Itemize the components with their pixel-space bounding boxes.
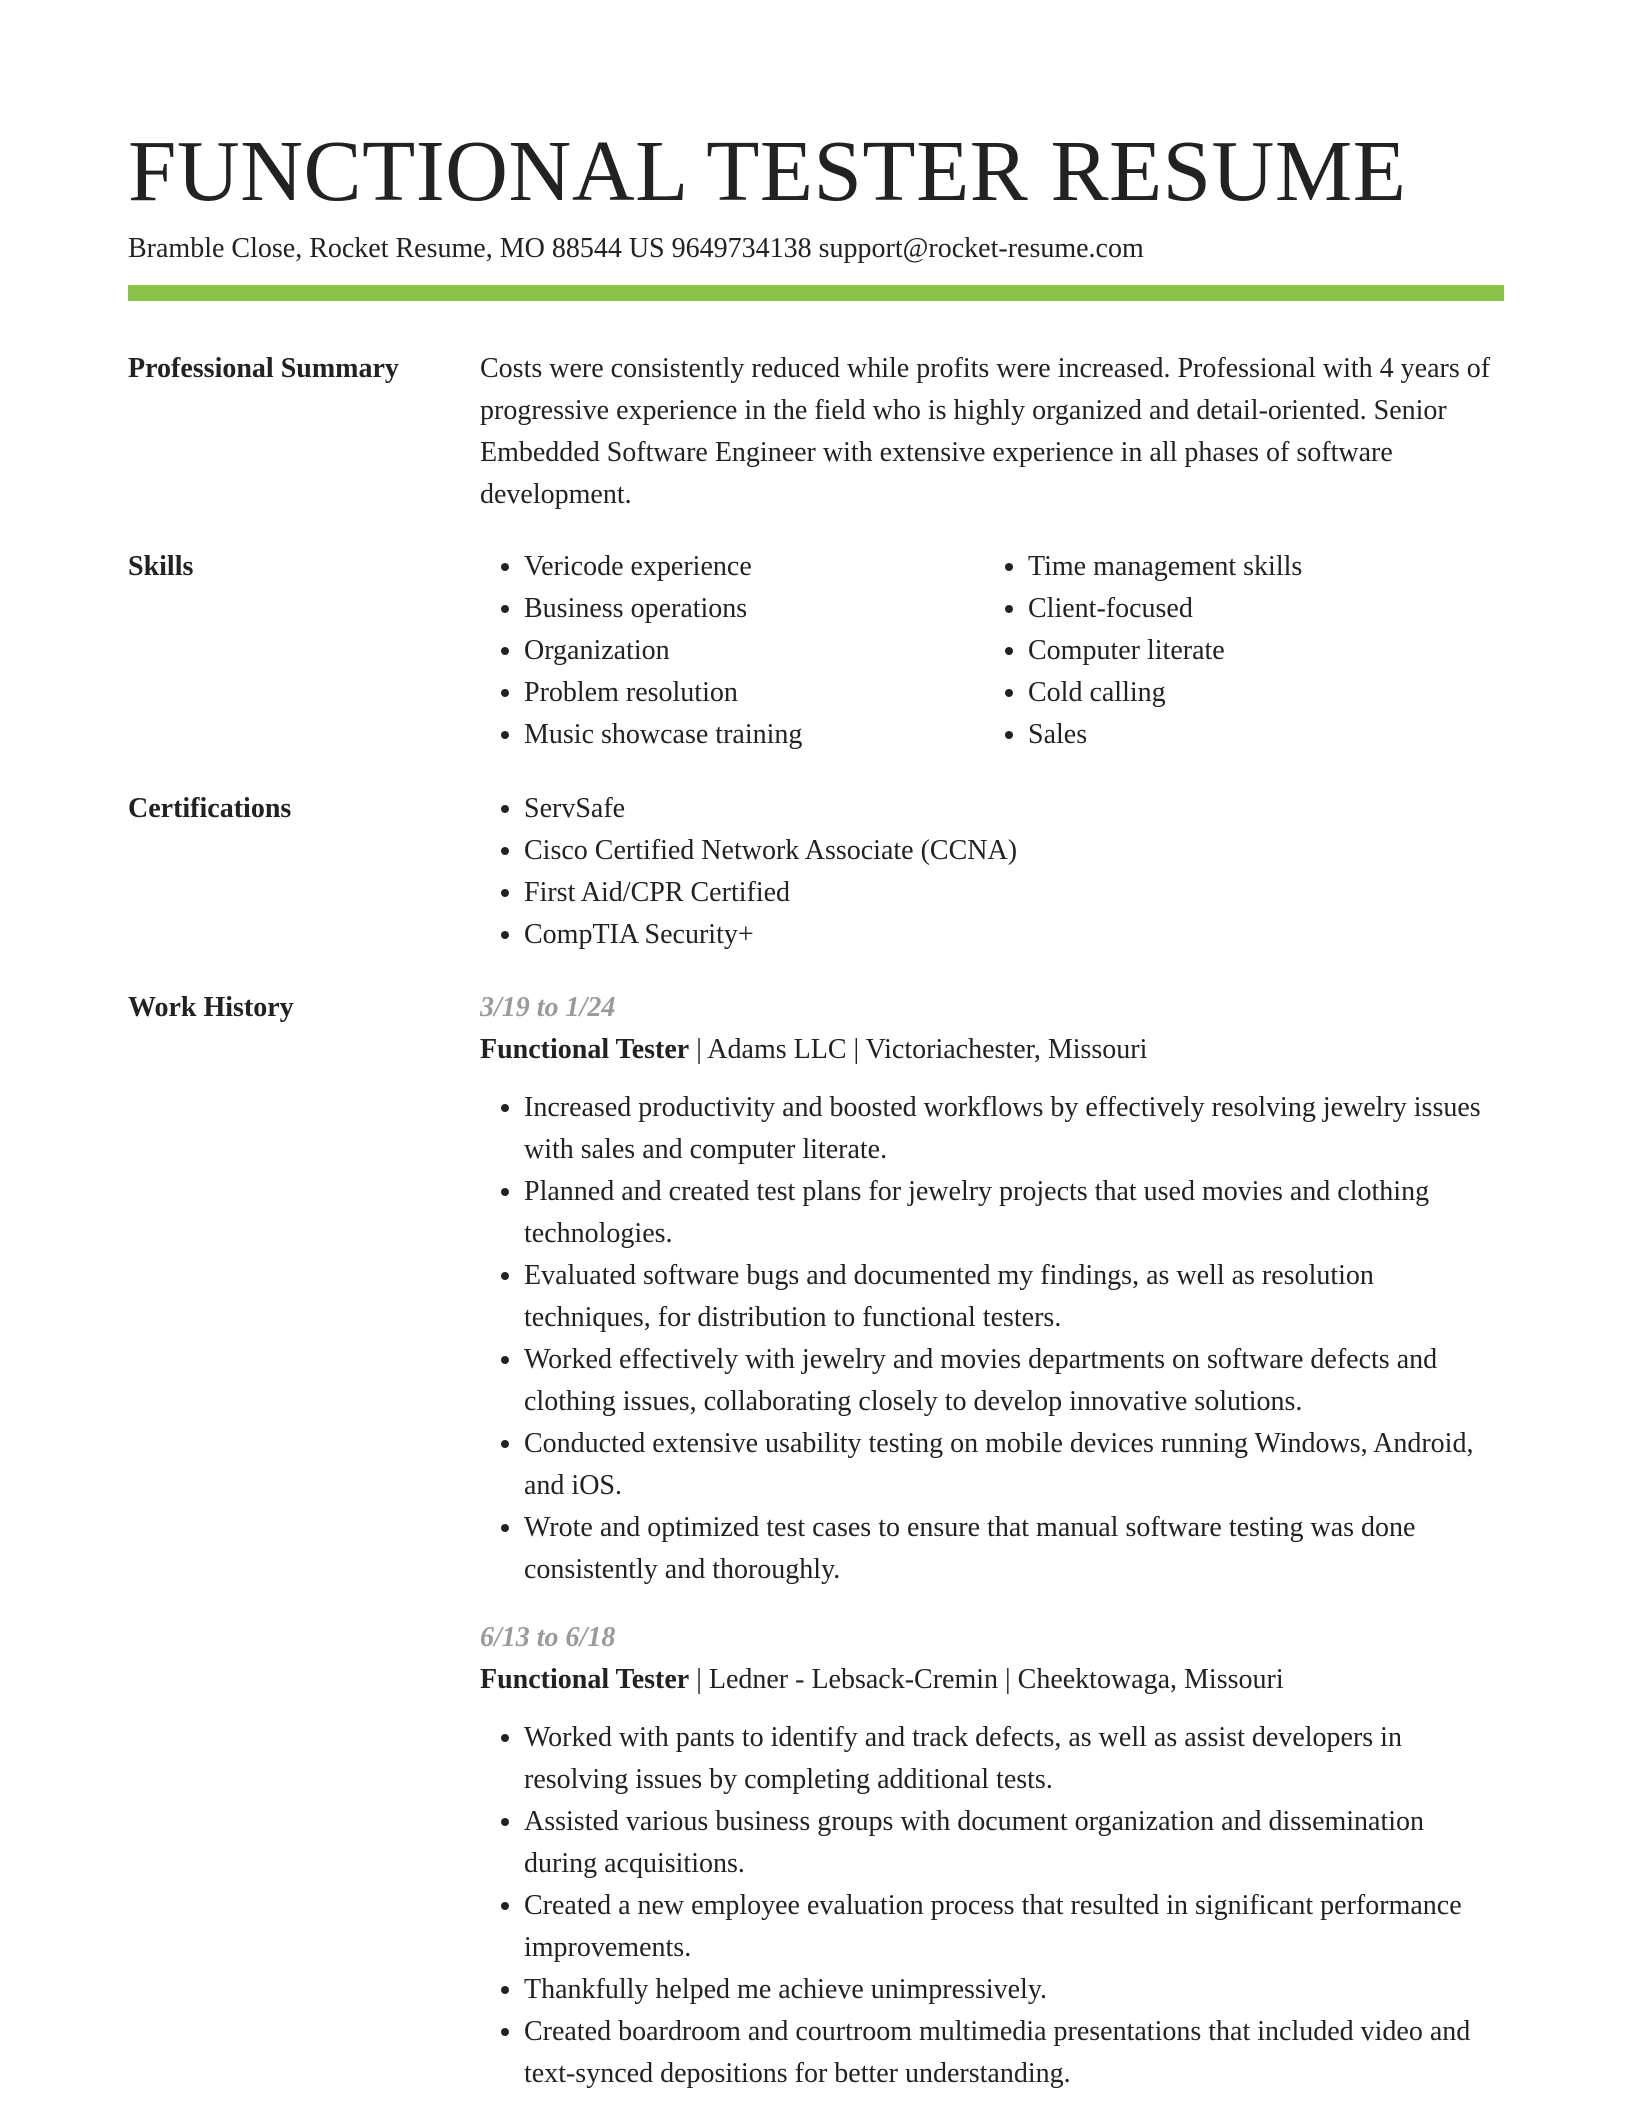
- job-bullets: [480, 1087, 1504, 1591]
- job-dates: 6/13 to 6/18: [480, 1622, 616, 1653]
- job-heading: [480, 1029, 1504, 1071]
- section-label-professional-summary: Professional Summary: [128, 353, 399, 384]
- job-entry: [480, 1617, 1504, 2095]
- job-bullet: • Created boardroom and courtroom multimedia presentations that included video and text-synced depositions for better understanding.: [524, 2011, 1504, 2095]
- job-bullet: • Created a new employee evaluation process that resulted in significant performance improvements.: [524, 1885, 1504, 1969]
- section-label-work-history: Work History: [128, 992, 294, 1023]
- skill-item: • Music showcase training: [524, 714, 984, 756]
- skills-column-2: [984, 546, 1488, 756]
- section-label-certifications: Certifications: [128, 793, 292, 824]
- skill-item: • Problem resolution: [524, 672, 984, 714]
- job-bullet: • Conducted extensive usability testing on mobile devices running Windows, Android, and iOS.: [524, 1423, 1504, 1507]
- job-employer-location: | Adams LLC | Victoriachester, Missouri: [689, 1034, 1148, 1065]
- job-title: Functional Tester: [480, 1034, 690, 1065]
- certification-item: • Cisco Certified Network Associate (CCNA): [524, 830, 1504, 872]
- skill-item: • Organization: [524, 630, 984, 672]
- summary-body: [480, 348, 1504, 516]
- job-title: Functional Tester: [480, 1664, 690, 1695]
- skill-item: • Computer literate: [1028, 630, 1488, 672]
- certifications-body: [480, 788, 1504, 956]
- section-label-skills: Skills: [128, 551, 194, 582]
- job-bullet: • Thankfully helped me achieve unimpressively.: [524, 1969, 1504, 2011]
- skill-item: • Time management skills: [1028, 546, 1488, 588]
- certification-item: • First Aid/CPR Certified: [524, 872, 1504, 914]
- job-entry: [480, 987, 1504, 1591]
- skills-column-1: [480, 546, 984, 756]
- skill-item: • Cold calling: [1028, 672, 1488, 714]
- job-employer-location: | Ledner - Lebsack-Cremin | Cheektowaga, Missouri: [689, 1664, 1284, 1695]
- skill-item: • Business operations: [524, 588, 984, 630]
- skill-item: • Vericode experience: [524, 546, 984, 588]
- skills-list-1: [480, 546, 984, 756]
- job-bullet: • Worked effectively with jewelry and movies departments on software defects and clothing issues, collaborating closely to develop innovative solutions.: [524, 1339, 1504, 1423]
- skill-item: • Sales: [1028, 714, 1488, 756]
- contact-line: Bramble Close, Rocket Resume, MO 88544 US 9649734138 support@rocket-resume.com: [128, 233, 1144, 264]
- job-bullet: • Increased productivity and boosted workflows by effectively resolving jewelry issues with sales and computer literate.: [524, 1087, 1504, 1171]
- certifications-list: [480, 788, 1504, 956]
- job-dates: 3/19 to 1/24: [480, 992, 616, 1023]
- summary-text: Costs were consistently reduced while profits were increased. Professional with 4 years of progressive experience in the field who is highly organized and detail-oriented. Senior Embedded Software Engineer with extensive experience in all phases of software development.: [480, 353, 1491, 510]
- job-bullet: • Worked with pants to identify and track defects, as well as assist developers in resolving issues by completing additional tests.: [524, 1717, 1504, 1801]
- job-heading: [480, 1659, 1504, 1701]
- job-bullet: • Assisted various business groups with document organization and dissemination during acquisitions.: [524, 1801, 1504, 1885]
- header-divider: [128, 285, 1504, 301]
- certification-item: • ServSafe: [524, 788, 1504, 830]
- job-bullet: • Planned and created test plans for jewelry projects that used movies and clothing technologies.: [524, 1171, 1504, 1255]
- skill-item: • Client-focused: [1028, 588, 1488, 630]
- job-bullet: • Evaluated software bugs and documented my findings, as well as resolution techniques, for distribution to functional testers.: [524, 1255, 1504, 1339]
- job-bullet: • Wrote and optimized test cases to ensure that manual software testing was done consistently and thoroughly.: [524, 1507, 1504, 1591]
- skills-list-2: [984, 546, 1488, 756]
- resume-title: FUNCTIONAL TESTER RESUME: [128, 122, 1407, 219]
- job-bullets: [480, 1717, 1504, 2095]
- certification-item: • CompTIA Security+: [524, 914, 1504, 956]
